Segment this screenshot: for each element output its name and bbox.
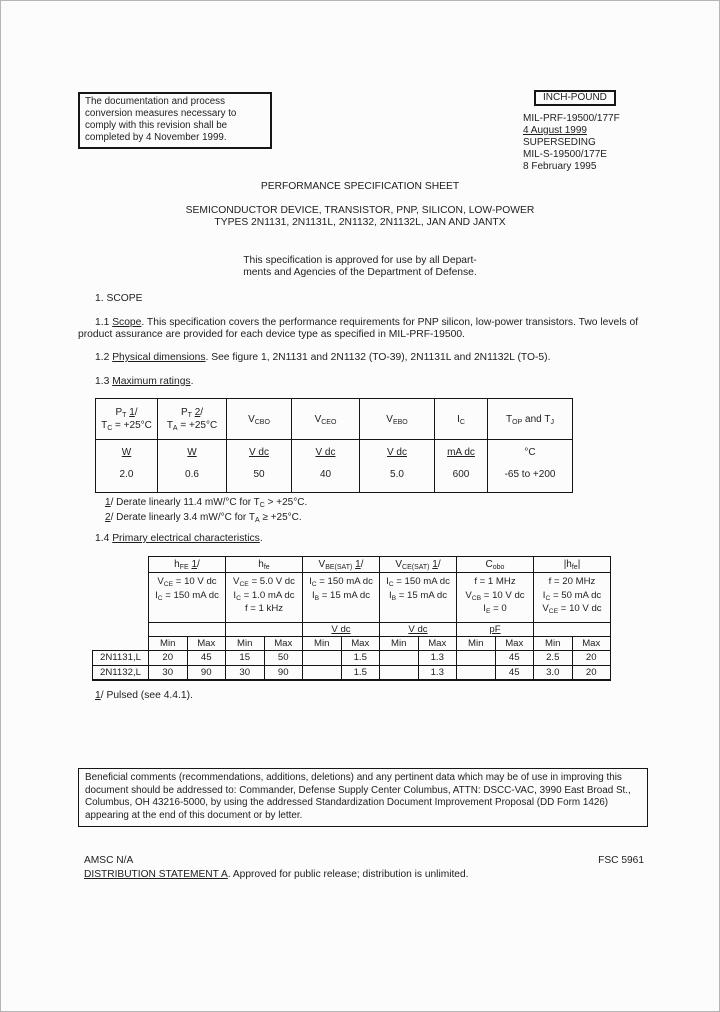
- min-label: Min: [226, 637, 265, 651]
- elec-conditions-cell: $V_{CE} = 5.0$ V dc $I_C = 1.0$ mA dc f = 1 kHz: [226, 573, 303, 623]
- value-cell: 45: [495, 665, 534, 680]
- device-label: 2N1132,L: [93, 665, 149, 680]
- ratings-header-pt1: [96, 399, 158, 440]
- value-cell: 20: [572, 651, 611, 666]
- value-cell: [303, 651, 342, 666]
- value-cell: [380, 665, 419, 680]
- elec-header-hfe-mag: $|h_{fe}|$: [534, 557, 611, 573]
- elec-unit-cell: [149, 623, 226, 637]
- value-cell: 15: [226, 651, 265, 666]
- value-cell: 20: [572, 665, 611, 680]
- beneficial-comments-text: Beneficial comments (recommendations, additions, deletions) and any pertinent data which may be of use in improving this document should be addressed to: Commander, Defense Supply Center Columbus, ATTN: DSCC-VAC, 3990 East Broad St., Columbus, OH 43216-5000, by using the addressed Standardization Document Improvement Proposal (DD Form 1426) appearing at the end of this document or by letter.: [85, 772, 631, 821]
- value-cell: 3.0: [534, 665, 573, 680]
- header-symbol: $P_T$ 2/: [180, 407, 204, 419]
- value-cell: 1.3: [418, 665, 457, 680]
- ratings-cell: °C -65 to +200: [488, 440, 573, 493]
- paragraph-1-3: 1.3 Maximum ratings.: [95, 376, 194, 387]
- footnote-2: 2/ Derate linearly 3.4 mW/°C for $T_A \ge +25^\circ C$.: [105, 511, 302, 524]
- ratings-footnotes: [105, 496, 307, 525]
- device-title-line2: TYPES 2N1131, 2N1131L, 2N1132, 2N1132L, JAN AND JANTX: [214, 217, 506, 228]
- ratings-header-pt2: [158, 399, 227, 440]
- elec-header-cobo: $C_{obo}$: [457, 557, 534, 573]
- empty-cell: [93, 637, 149, 651]
- ratings-cell: W 0.6: [158, 440, 227, 493]
- elec-conditions-cell: $I_C = 150$ mA dc $I_B = 15$ mA dc: [303, 573, 380, 623]
- elec-unit-cell: pF: [457, 623, 534, 637]
- value-cell: [303, 665, 342, 680]
- elec-unit-cell: [534, 623, 611, 637]
- footnote-1: 1/ Derate linearly 11.4 mW/°C for $T_C > +25^\circ C$.: [105, 497, 308, 509]
- inch-pound-label: INCH-POUND: [543, 92, 607, 103]
- elec-header-vcesat: $V_{CE(SAT)}$ 1/: [380, 557, 457, 573]
- ratings-header-vebo: $V_{EBO}$: [360, 399, 435, 440]
- superseded-id: MIL-S-19500/177E: [523, 149, 607, 161]
- elec-conditions-cell: f = 20 MHz $I_C = 50$ mA dc $V_{CE} = 10$ V dc: [534, 573, 611, 623]
- max-label: Max: [418, 637, 457, 651]
- value-cell: 90: [264, 665, 303, 680]
- amsc-label: AMSC N/A: [84, 855, 134, 866]
- value-cell: 1.5: [341, 665, 380, 680]
- ratings-cell: W 2.0: [96, 440, 158, 493]
- elec-data-row-2n1131: [93, 651, 611, 666]
- paragraph-1-4: 1.4 Primary electrical characteristics.: [95, 533, 263, 544]
- elec-header-vbesat: $V_{BE(SAT)}$ 1/: [303, 557, 380, 573]
- elec-unit-cell: V dc: [380, 623, 457, 637]
- maximum-ratings-table: [95, 398, 573, 493]
- paragraph-1-2: 1.2 Physical dimensions. See figure 1, 2N1131 and 2N1132 (TO-39), 2N1131L and 2N1132L (TO-5).: [95, 352, 551, 363]
- compliance-note-box: [78, 92, 272, 149]
- beneficial-comments-box: [78, 768, 648, 827]
- approval-note-line2: ments and Agencies of the Department of Defense.: [243, 267, 477, 278]
- elec-conditions-cell: $I_C = 150$ mA dc $I_B = 15$ mA dc: [380, 573, 457, 623]
- device-title-line1: SEMICONDUCTOR DEVICE, TRANSISTOR, PNP, SILICON, LOW-POWER: [185, 205, 535, 216]
- ratings-header-vcbo: $V_{CBO}$: [227, 399, 292, 440]
- superseding-label: SUPERSEDING: [523, 137, 596, 149]
- value-cell: 2.5: [534, 651, 573, 666]
- max-label: Max: [187, 637, 226, 651]
- value-cell: 1.3: [418, 651, 457, 666]
- elec-minmax-row: [93, 637, 611, 651]
- elec-data-row-2n1132: [93, 665, 611, 680]
- value-cell: 30: [226, 665, 265, 680]
- ratings-cell: mA dc 600: [435, 440, 488, 493]
- elec-units-row: [93, 623, 611, 637]
- max-label: Max: [495, 637, 534, 651]
- header-condition: $T_C = +25^\circ C$: [101, 420, 152, 432]
- doc-date: 4 August 1999: [523, 125, 587, 137]
- max-label: Max: [572, 637, 611, 651]
- ratings-header-top-tj: $T_{OP}$ and $T_J$: [488, 399, 573, 440]
- document-id-block: [523, 113, 620, 173]
- electrical-characteristics-table: [92, 556, 611, 681]
- ratings-header-row: [96, 399, 573, 440]
- min-label: Min: [149, 637, 188, 651]
- empty-cell: [93, 557, 149, 573]
- value-cell: [457, 665, 496, 680]
- ratings-cell: V dc 50: [227, 440, 292, 493]
- header-symbol: $P_T$ 1/: [115, 407, 138, 419]
- ratings-cell: V dc 40: [292, 440, 360, 493]
- ratings-cell: V dc 5.0: [360, 440, 435, 493]
- elec-unit-cell: V dc: [303, 623, 380, 637]
- ratings-header-ic: $I_C$: [435, 399, 488, 440]
- ratings-header-vceo: $V_{CEO}$: [292, 399, 360, 440]
- ratings-value-row: [96, 440, 573, 493]
- value-cell: 20: [149, 651, 188, 666]
- fsc-label: FSC 5961: [598, 855, 644, 866]
- elec-symbol-row: [93, 557, 611, 573]
- superseded-date: 8 February 1995: [523, 161, 597, 173]
- value-cell: 30: [149, 665, 188, 680]
- min-label: Min: [457, 637, 496, 651]
- value-cell: 45: [187, 651, 226, 666]
- sheet-title: PERFORMANCE SPECIFICATION SHEET: [260, 181, 460, 192]
- compliance-note-text: The documentation and process conversion measures necessary to comply with this revision shall be completed by 4 November 1999.: [85, 96, 237, 143]
- value-cell: 45: [495, 651, 534, 666]
- paragraph-1-1: 1.1 Scope. This specification covers the performance requirements for PNP silicon, low-power transistors. Two levels of product assurance are provided for each device type as specified in MIL-PRF-19500.: [78, 317, 639, 341]
- elec-header-hfe-small: $h_{fe}$: [226, 557, 303, 573]
- min-label: Min: [303, 637, 342, 651]
- header-condition: $T_A = +25^\circ C$: [166, 420, 218, 432]
- distribution-statement: DISTRIBUTION STATEMENT A. Approved for public release; distribution is unlimited.: [84, 869, 469, 880]
- min-label: Min: [534, 637, 573, 651]
- elec-conditions-cell: f = 1 MHz $V_{CB} = 10$ V dc $I_E = 0$: [457, 573, 534, 623]
- empty-cell: [93, 573, 149, 623]
- elec-header-hfe: $h_{FE}$ 1/: [149, 557, 226, 573]
- inch-pound-box: [534, 90, 616, 106]
- value-cell: 1.5: [341, 651, 380, 666]
- value-cell: [380, 651, 419, 666]
- elec-unit-cell: [226, 623, 303, 637]
- min-label: Min: [380, 637, 419, 651]
- elec-conditions-cell: $V_{CE} = 10$ V dc $I_C = 150$ mA dc: [149, 573, 226, 623]
- empty-cell: [93, 623, 149, 637]
- value-cell: [457, 651, 496, 666]
- value-cell: 90: [187, 665, 226, 680]
- doc-id: MIL-PRF-19500/177F: [523, 113, 620, 124]
- elec-conditions-row: [93, 573, 611, 623]
- pulsed-footnote: 1/ Pulsed (see 4.4.1).: [95, 690, 193, 701]
- max-label: Max: [341, 637, 380, 651]
- device-label: 2N1131,L: [93, 651, 149, 666]
- max-label: Max: [264, 637, 303, 651]
- approval-note-line1: This specification is approved for use by all Depart-: [243, 255, 477, 266]
- value-cell: 50: [264, 651, 303, 666]
- scope-heading: 1. SCOPE: [95, 293, 143, 304]
